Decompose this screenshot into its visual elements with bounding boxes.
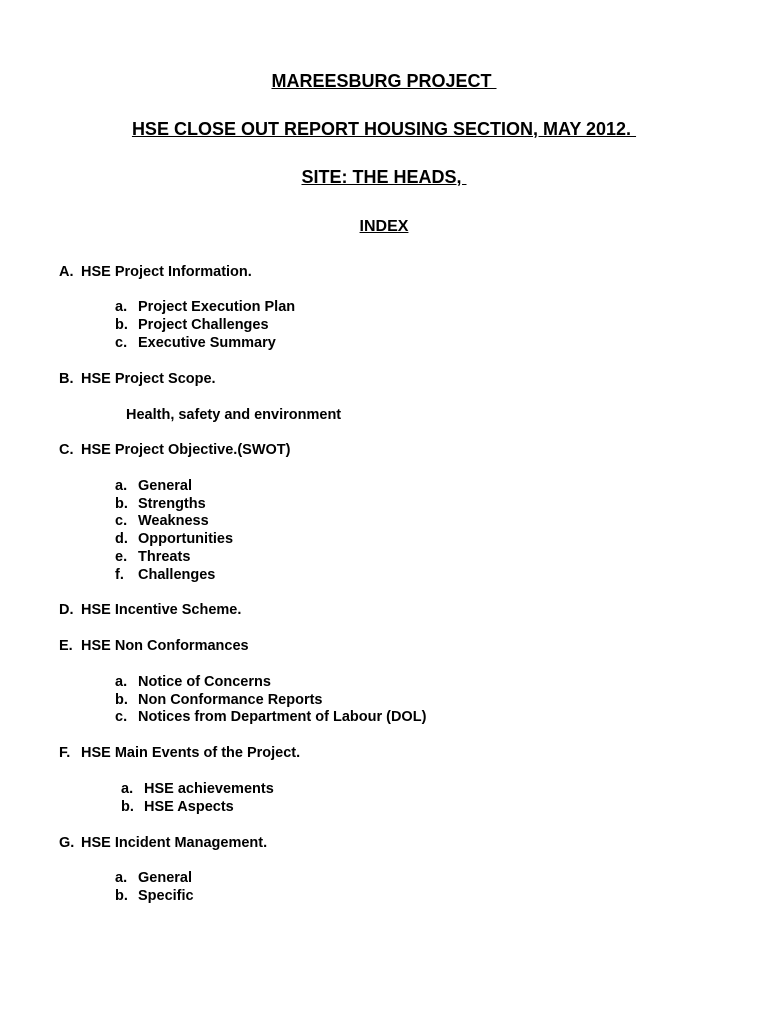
- index-title: INDEX: [359, 218, 409, 235]
- item-label: Weakness: [138, 513, 209, 529]
- item-label: Non Conformance Reports: [138, 692, 323, 708]
- site-title: SITE: THE HEADS,: [301, 167, 467, 187]
- item-label: General: [138, 478, 192, 494]
- section-letter: A.: [59, 264, 74, 280]
- list-item: [115, 674, 271, 690]
- item-label: Executive Summary: [138, 335, 276, 351]
- item-label: Strengths: [138, 496, 206, 512]
- section-label: HSE Main Events of the Project.: [81, 745, 301, 761]
- section-label: HSE Project Scope.: [81, 371, 216, 387]
- item-letter: a.: [115, 674, 128, 690]
- item-letter: a.: [115, 478, 128, 494]
- item-letter: c.: [115, 709, 128, 725]
- list-item: [115, 496, 206, 512]
- item-label: Notices from Department of Labour (DOL): [138, 709, 427, 725]
- item-letter: e.: [115, 549, 128, 565]
- list-item: [115, 870, 192, 886]
- section-label: HSE Non Conformances: [81, 638, 249, 654]
- section-letter: F.: [59, 745, 71, 761]
- list-item: [115, 317, 269, 333]
- list-item: [115, 513, 209, 529]
- list-item: [115, 567, 215, 583]
- section-c: [59, 442, 291, 458]
- list-item: [115, 478, 192, 494]
- item-letter: c.: [115, 513, 128, 529]
- section-a: [59, 264, 252, 280]
- report-title: HSE CLOSE OUT REPORT HOUSING SECTION, MAY 2012.: [131, 119, 637, 139]
- item-label: Opportunities: [138, 531, 234, 547]
- item-letter: c.: [115, 335, 128, 351]
- section-letter: B.: [59, 371, 74, 387]
- section-label: HSE Incentive Scheme.: [81, 602, 242, 618]
- item-letter: b.: [115, 496, 128, 512]
- section-letter: D.: [59, 602, 74, 618]
- list-item: [115, 299, 295, 315]
- section-label: HSE Project Objective.(SWOT): [81, 442, 291, 458]
- item-label: General: [138, 870, 192, 886]
- item-label: Project Execution Plan: [138, 299, 296, 315]
- section-d: [59, 602, 241, 618]
- list-item: [115, 549, 190, 565]
- section-letter: E.: [59, 638, 73, 654]
- section-letter: C.: [59, 442, 74, 458]
- item-label: HSE Aspects: [144, 799, 234, 815]
- section-f: [59, 745, 300, 761]
- list-item: [115, 709, 426, 725]
- item-letter: a.: [115, 870, 128, 886]
- item-letter: a.: [121, 781, 134, 797]
- section-e: [59, 638, 249, 654]
- item-label: Project Challenges: [138, 317, 269, 333]
- list-item: [121, 781, 274, 797]
- item-label: Specific: [138, 888, 194, 904]
- item-label: Threats: [138, 549, 191, 565]
- item-label: Challenges: [138, 567, 216, 583]
- item-letter: b.: [115, 692, 128, 708]
- item-letter: f.: [115, 567, 124, 583]
- section-b: [59, 371, 216, 387]
- item-letter: d.: [115, 531, 128, 547]
- section-g: [59, 835, 267, 851]
- document-title: MAREESBURG PROJECT: [271, 71, 497, 91]
- list-item: [115, 692, 323, 708]
- scope-text: Health, safety and environment: [126, 407, 342, 423]
- item-letter: a.: [115, 299, 128, 315]
- item-letter: b.: [115, 317, 128, 333]
- list-item: [115, 335, 276, 351]
- section-label: HSE Incident Management.: [81, 835, 268, 851]
- section-letter: G.: [59, 835, 75, 851]
- list-item: [121, 799, 234, 815]
- item-letter: b.: [115, 888, 128, 904]
- item-letter: b.: [121, 799, 134, 815]
- section-label: HSE Project Information.: [81, 264, 252, 280]
- item-label: HSE achievements: [144, 781, 274, 797]
- item-label: Notice of Concerns: [138, 674, 271, 690]
- list-item: [115, 888, 194, 904]
- list-item: [115, 531, 233, 547]
